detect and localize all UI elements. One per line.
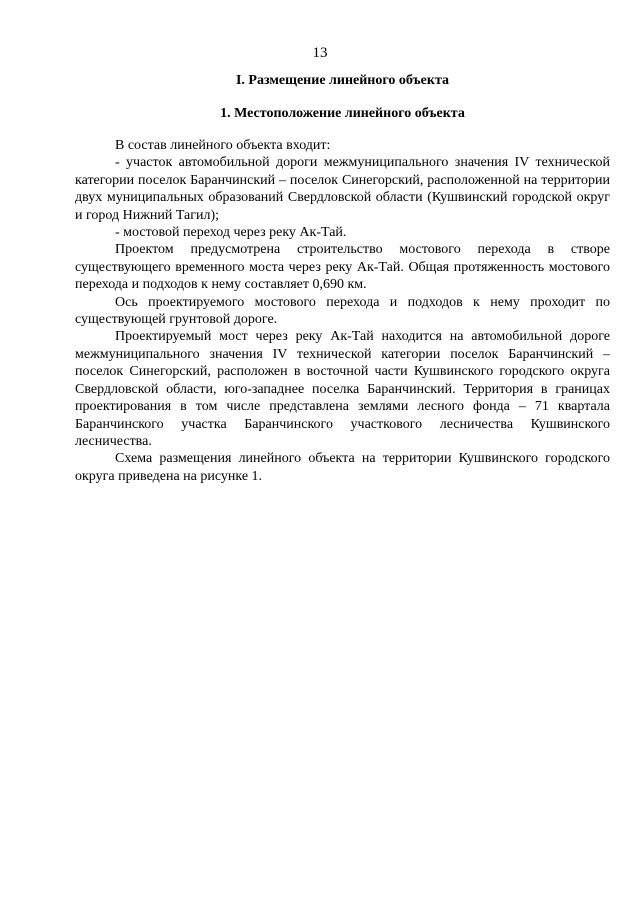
paragraph-axis: Ось проектируемого мостового перехода и подходов к нему проходит по существующей грунтовой дороге. xyxy=(75,294,610,328)
subsection-title: 1. Местоположение линейного объекта xyxy=(220,106,465,121)
paragraph-figure-reference: Схема размещения линейного объекта на территории Кушвинского городского округа приведена на рисунке 1. xyxy=(75,451,610,484)
paragraph-road-segment: - участок автомобильной дороги межмуниципального значения IV технической категории поселок Баранчинский – поселок Синегорский, расположенной на территории двух муниципальных образований Свердловской области (Кушвинский городской округ и город Нижний Тагил); xyxy=(75,155,610,223)
paragraph-project-scope: Проектом предусмотрена строительство мостового перехода в створе существующего временного моста через реку Ак-Тай. Общая протяженность мостового перехода и подходов к нему составляет 0,690 км. xyxy=(75,242,610,293)
page-number: 13 xyxy=(312,45,328,61)
section-title: I. Размещение линейного объекта xyxy=(235,73,450,88)
document-body xyxy=(75,72,610,485)
paragraph-intro: В состав линейного объекта входит: xyxy=(115,138,331,153)
paragraph-bridge-location: Проектируемый мост через реку Ак-Тай находится на автомобильной дороге межмуниципального значения IV технической категории поселок Баранчинский – поселок Синегорский, расположен в восточной части Кушвинского городского округа Свердловской области, юго-западнее поселка Баранчинский. Территория в границах проектирования в том числе представлена землями лесного фонда – 71 квартала Баранчинского участка Баранчинского участкового лесничества Кушвинского лесничества. xyxy=(75,329,610,449)
paragraph-bridge-crossing: - мостовой переход через реку Ак-Тай. xyxy=(115,225,347,241)
